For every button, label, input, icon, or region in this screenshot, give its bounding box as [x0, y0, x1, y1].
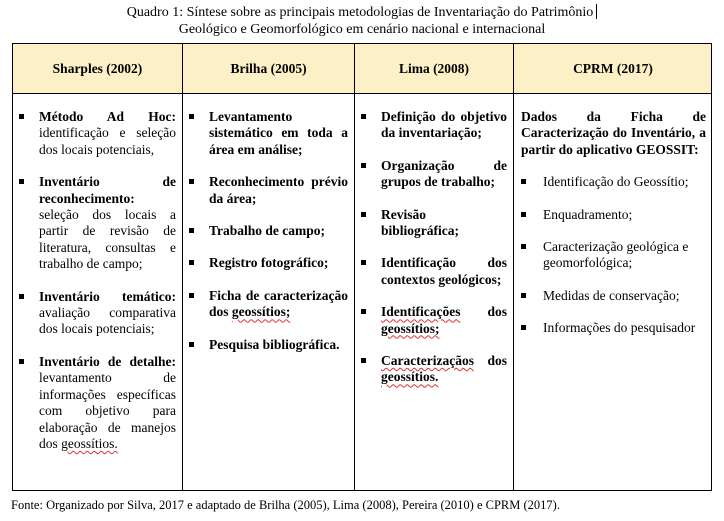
item-text: Levantamento sistemático em toda a área em análise; [209, 109, 348, 157]
list-item [183, 223, 348, 239]
item-text: Enquadramento; [543, 206, 633, 222]
item-text: Informações do pesquisador [543, 320, 696, 336]
list-item [355, 109, 507, 142]
item-text-misspelled: geossítios. [381, 369, 439, 385]
list-item [13, 174, 176, 272]
list-item [355, 207, 507, 240]
item-text: Ficha de caracterização dos [209, 287, 348, 320]
list-item [521, 320, 706, 336]
bullet-icon [189, 179, 194, 184]
bullet-icon [361, 260, 366, 265]
item-text: Definição do objetivo da inventariação; [381, 109, 507, 141]
item-text: levantamento de informações específicas com objetivo para elaboração de manejos dos [39, 370, 176, 451]
bullet-icon [361, 358, 366, 363]
item-text: dos [487, 304, 507, 320]
item-text: avaliação comparativa dos locais potenciais; [39, 305, 176, 337]
item-text-misspelled: geossítios. [61, 435, 118, 451]
list-item [521, 288, 706, 304]
bullet-icon [19, 294, 24, 299]
list-item [355, 255, 507, 288]
table-header-row [13, 44, 711, 94]
methodology-table [12, 43, 712, 491]
column-sharples [13, 94, 182, 468]
item-text: dos [487, 353, 507, 369]
bullet-icon [189, 293, 194, 298]
item-text-misspelled: geossítios; [231, 304, 291, 320]
item-text: seleção dos locais a partir de revisão de literatura, consultas e trabalho de campo; [39, 207, 176, 272]
bullet-icon [19, 179, 24, 184]
item-text: Medidas de conservação; [543, 287, 680, 303]
column-brilha [183, 94, 354, 369]
list-item [183, 255, 348, 271]
item-term: Inventário temático: [39, 288, 176, 304]
item-text-misspelled: Caracterizaçãos [381, 353, 474, 369]
header-cprm: CPRM (2017) [573, 61, 653, 76]
item-text: Pesquisa bibliográfica. [209, 336, 340, 352]
cprm-intro: Dados da Ficha de Caracterização do Inventário, a partir do aplicativo GEOSSIT: [521, 109, 706, 157]
caption-line-2: Geológico e Geomorfológico em cenário nacional e internacional [178, 22, 546, 37]
bullet-icon [521, 244, 526, 249]
item-text: Identificação dos contextos geológicos; [381, 255, 507, 287]
list-item [183, 288, 348, 321]
list-item [355, 304, 507, 337]
bullet-icon [361, 163, 366, 168]
bullet-icon [521, 293, 526, 298]
header-sharples: Sharples (2002) [52, 61, 143, 76]
list-item [521, 174, 706, 190]
column-lima [355, 94, 513, 402]
list-item [183, 109, 348, 158]
list-item [13, 109, 176, 158]
item-text-misspelled: Identificações [381, 304, 461, 320]
item-text: Registro fotográfico; [209, 255, 329, 271]
item-text: Identificação do Geossítio; [543, 174, 689, 190]
text-cursor [596, 4, 597, 19]
bullet-icon [361, 114, 366, 119]
list-item [183, 174, 348, 207]
item-text: Organização de grupos de trabalho; [381, 157, 507, 190]
bullet-icon [361, 309, 366, 314]
bullet-icon [521, 179, 526, 184]
list-item [355, 353, 507, 386]
item-text: Trabalho de campo; [209, 223, 326, 239]
table-caption [0, 4, 724, 38]
bullet-icon [19, 114, 24, 119]
item-text: Revisão bibliográfica; [381, 206, 459, 239]
header-lima: Lima (2008) [398, 61, 470, 76]
header-brilha: Brilha (2005) [230, 61, 307, 76]
item-text: identificação e seleção dos locais potenciais, [39, 125, 176, 157]
item-term: Inventário de reconhecimento: [39, 174, 176, 206]
item-text: Reconhecimento prévio da área; [209, 174, 348, 206]
list-item [13, 289, 176, 338]
item-term: Inventário de detalhe: [39, 353, 176, 369]
list-item [521, 207, 706, 223]
list-item [355, 158, 507, 191]
bullet-icon [19, 359, 24, 364]
source-note: Fonte: Organizado por Silva, 2017 e adaptado de Brilha (2005), Lima (2008), Pereira (2010) e CPRM (2017). [11, 498, 560, 512]
bullet-icon [189, 260, 194, 265]
bullet-icon [189, 228, 194, 233]
bullet-icon [521, 212, 526, 217]
item-text: Caracterização geológica e geomorfológica; [543, 239, 689, 271]
bullet-icon [189, 342, 194, 347]
caption-line-1: Quadro 1: Síntese sobre as principais metodologias de Inventariação do Patrimônio [126, 5, 594, 20]
item-term: Método Ad Hoc: [39, 109, 176, 124]
bullet-icon [361, 212, 366, 217]
list-item [521, 239, 706, 272]
item-text-misspelled: geossítios; [381, 320, 440, 336]
list-item [13, 354, 176, 452]
list-item [183, 337, 348, 353]
bullet-icon [189, 114, 194, 119]
bullet-icon [521, 325, 526, 330]
column-cprm [514, 94, 712, 353]
